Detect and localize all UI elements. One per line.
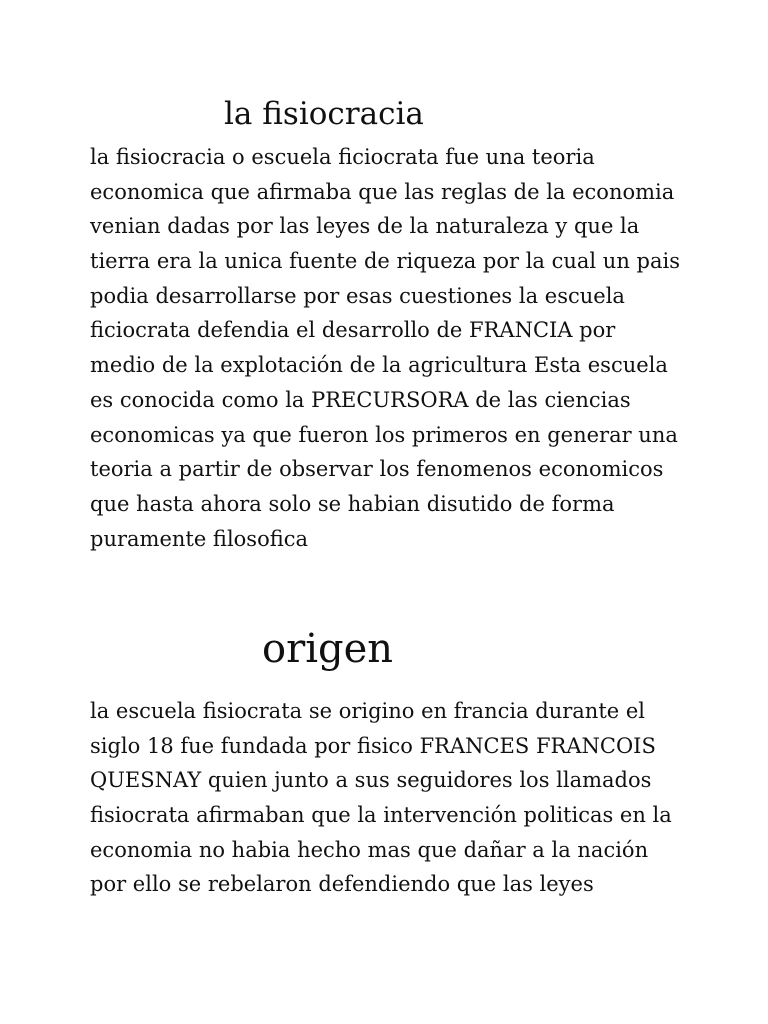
- text-line: economica que afirmaba que las reglas de la economia: [90, 179, 675, 204]
- text-line: la fisiocracia o escuela ficiocrata fue una teoria: [90, 145, 595, 169]
- text-line: siglo 18 fue fundada por fisico FRANCES FRANCOIS: [90, 733, 656, 758]
- text-line: fisiocrata afirmaban que la intervención politicas en la: [90, 803, 672, 828]
- text-line: puramente filosofica: [90, 526, 309, 551]
- text-line: la escuela fisiocrata se origino en francia durante el: [90, 699, 646, 723]
- section-title-fisiocracia: la fisiocracia: [224, 96, 424, 132]
- text-line: que hasta ahora solo se habian disutido de forma: [90, 491, 615, 516]
- text-line: economicas ya que fueron los primeros en generar una: [90, 422, 678, 447]
- text-line: economia no habia hecho mas que dañar a la nación: [90, 837, 649, 862]
- text-line: es conocida como la PRECURSORA de las ciencias: [90, 387, 631, 412]
- paragraph-origen: [90, 694, 690, 902]
- text-line: podia desarrollarse por esas cuestiones la escuela: [90, 283, 625, 308]
- section-title-origen: origen: [262, 626, 394, 672]
- text-line: teoria a partir de observar los fenomenos economicos: [90, 457, 664, 482]
- text-line: venian dadas por las leyes de la naturaleza y que la: [90, 214, 640, 239]
- text-line: tierra era la unica fuente de riqueza por la cual un pais: [90, 249, 680, 274]
- text-line: ficiocrata defendia el desarrollo de FRANCIA por: [90, 318, 616, 343]
- paragraph-fisiocracia: [90, 140, 690, 556]
- text-line: medio de la explotación de la agricultura Esta escuela: [90, 353, 668, 378]
- text-line: por ello se rebelaron defendiendo que las leyes: [90, 872, 594, 897]
- text-line: QUESNAY quien junto a sus seguidores los llamados: [90, 768, 652, 793]
